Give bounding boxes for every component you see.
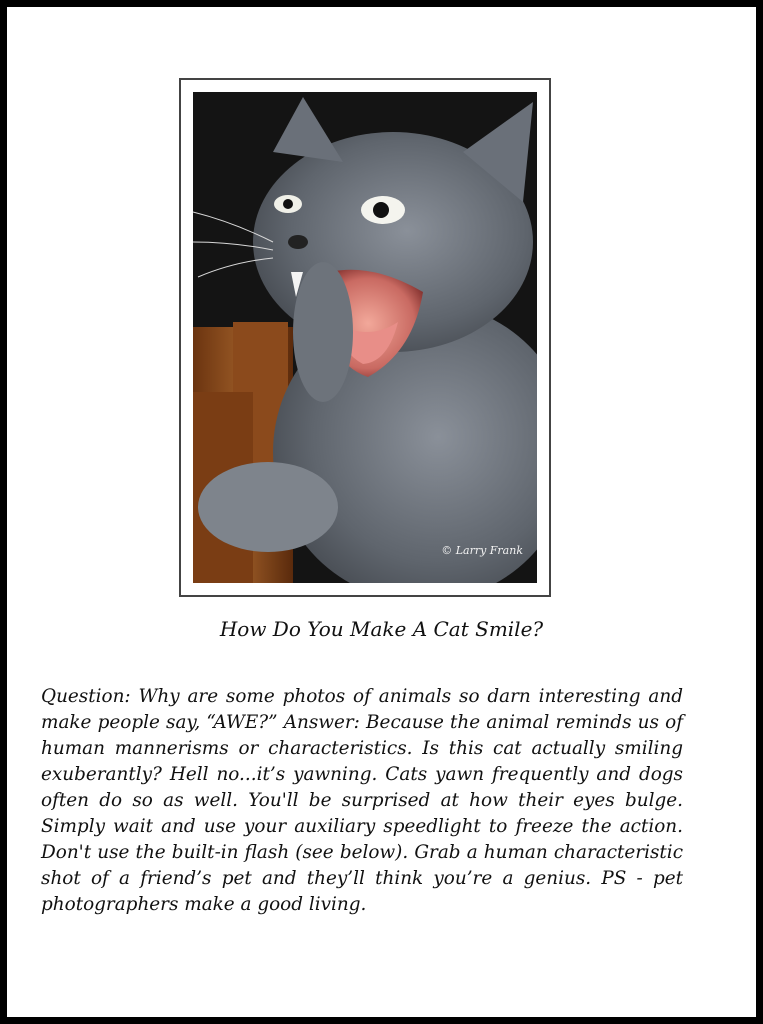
photo-frame xyxy=(179,78,551,597)
cat-photo xyxy=(193,92,537,583)
body-paragraph: Question: Why are some photos of animals so darn interesting and make people say, “AWE?” Answer: Because the animal reminds us of human mannerisms or characteristics. Is this cat actually smiling exuberantly? Hell no...it’s yawning. Cats yawn frequently and dogs often do so as well. You'll be surprised at how their eyes bulge. Simply wait and use your auxiliary speedlight to freeze the action. Don't use the built-in flash (see below). Grab a human characteristic shot of a friend’s pet and they’ll think you’re a genius. PS - pet photographers make a good living. xyxy=(41,686,683,915)
page xyxy=(7,7,756,1017)
cat-illustration xyxy=(193,92,537,583)
cat-paw xyxy=(198,462,338,552)
photo-caption: How Do You Make A Cat Smile? xyxy=(219,617,544,641)
photo-copyright: © Larry Frank xyxy=(441,544,523,557)
